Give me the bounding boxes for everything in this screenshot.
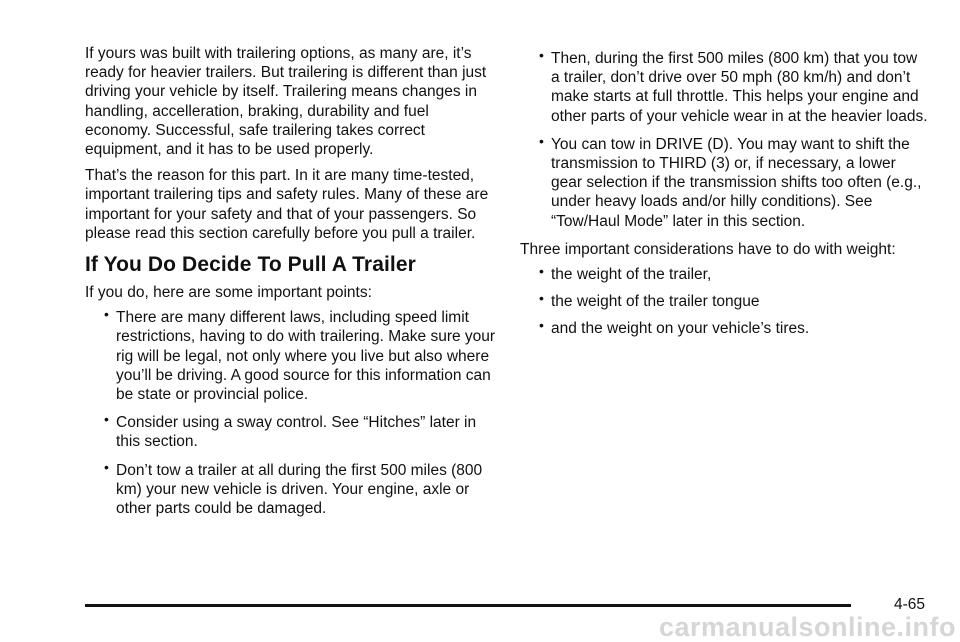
bullet-icon: • bbox=[104, 411, 109, 428]
list-item-text: the weight of the trailer tongue bbox=[551, 293, 760, 311]
list-item-text: the weight of the trailer, bbox=[551, 266, 712, 284]
left-column bbox=[85, 44, 497, 527]
list-item-text: There are many different laws, including speed limit restrictions, having to do with trailering. Make sure your rig will be legal, not only where you live but also where you’ll be driving. A good source for this information can be state or provincial police. bbox=[116, 309, 496, 404]
bullet-icon: • bbox=[104, 306, 109, 323]
bullet-icon: • bbox=[539, 263, 544, 280]
weight-list bbox=[520, 265, 930, 339]
intro-paragraph-1: If yours was built with trailering options, as many are, it’s ready for heavier trailers. But trailering is different than just driving your vehicle by itself. Trailering means changes in handling, accelleration, braking, durability and fuel economy. Successful, safe trailering takes correct equipment, and it has to be used properly. bbox=[85, 45, 487, 159]
list-item bbox=[520, 49, 930, 126]
bullet-icon: • bbox=[539, 132, 544, 149]
list-item-text: Then, during the first 500 miles (800 km) that you tow a trailer, don’t drive over 50 mph (80 km/h) and don’t make starts at full throttle. This helps your engine and other parts of your vehicle wear in at the heavier loads. bbox=[551, 50, 928, 125]
bullet-icon: • bbox=[104, 458, 109, 475]
footer-rule bbox=[85, 604, 851, 607]
list-item bbox=[520, 132, 930, 231]
bullet-icon: • bbox=[539, 290, 544, 307]
list-item-text: Don’t tow a trailer at all during the first 500 miles (800 km) your new vehicle is driven. Your engine, axle or other parts could be damaged. bbox=[116, 461, 483, 518]
list-item-text: You can tow in DRIVE (D). You may want to shift the transmission to THIRD (3) or, if necessary, a lower gear selection if the transmission shifts too often (e.g., under heavy loads and/or hilly conditions). See “Tow/Haul Mode” later in this section. bbox=[551, 135, 922, 230]
right-column bbox=[520, 49, 930, 347]
list-item-text: Consider using a sway control. See “Hitches” later in this section. bbox=[116, 414, 477, 451]
continued-points-list bbox=[520, 49, 930, 231]
points-list bbox=[85, 308, 497, 518]
page-number: 4-65 bbox=[893, 596, 925, 613]
bullet-icon: • bbox=[539, 47, 544, 63]
list-item bbox=[520, 292, 930, 311]
list-item-text: and the weight on your vehicle’s tires. bbox=[551, 320, 810, 338]
list-item bbox=[85, 308, 497, 404]
bullet-icon: • bbox=[539, 317, 544, 334]
list-item bbox=[520, 319, 930, 338]
list-item bbox=[85, 413, 497, 451]
section-heading: If You Do Decide To Pull A Trailer bbox=[85, 253, 416, 277]
watermark: carmanualsonline.info bbox=[658, 612, 956, 642]
list-item bbox=[85, 458, 497, 519]
weight-intro: Three important considerations have to do with weight: bbox=[520, 240, 896, 258]
points-intro: If you do, here are some important points: bbox=[85, 284, 372, 302]
list-item bbox=[520, 265, 930, 284]
intro-paragraph-2: That’s the reason for this part. In it are many time-tested, important trailering tips and safety rules. Many of these are important for your safety and that of your passengers. So please read this section carefully before you pull a trailer. bbox=[85, 167, 489, 242]
